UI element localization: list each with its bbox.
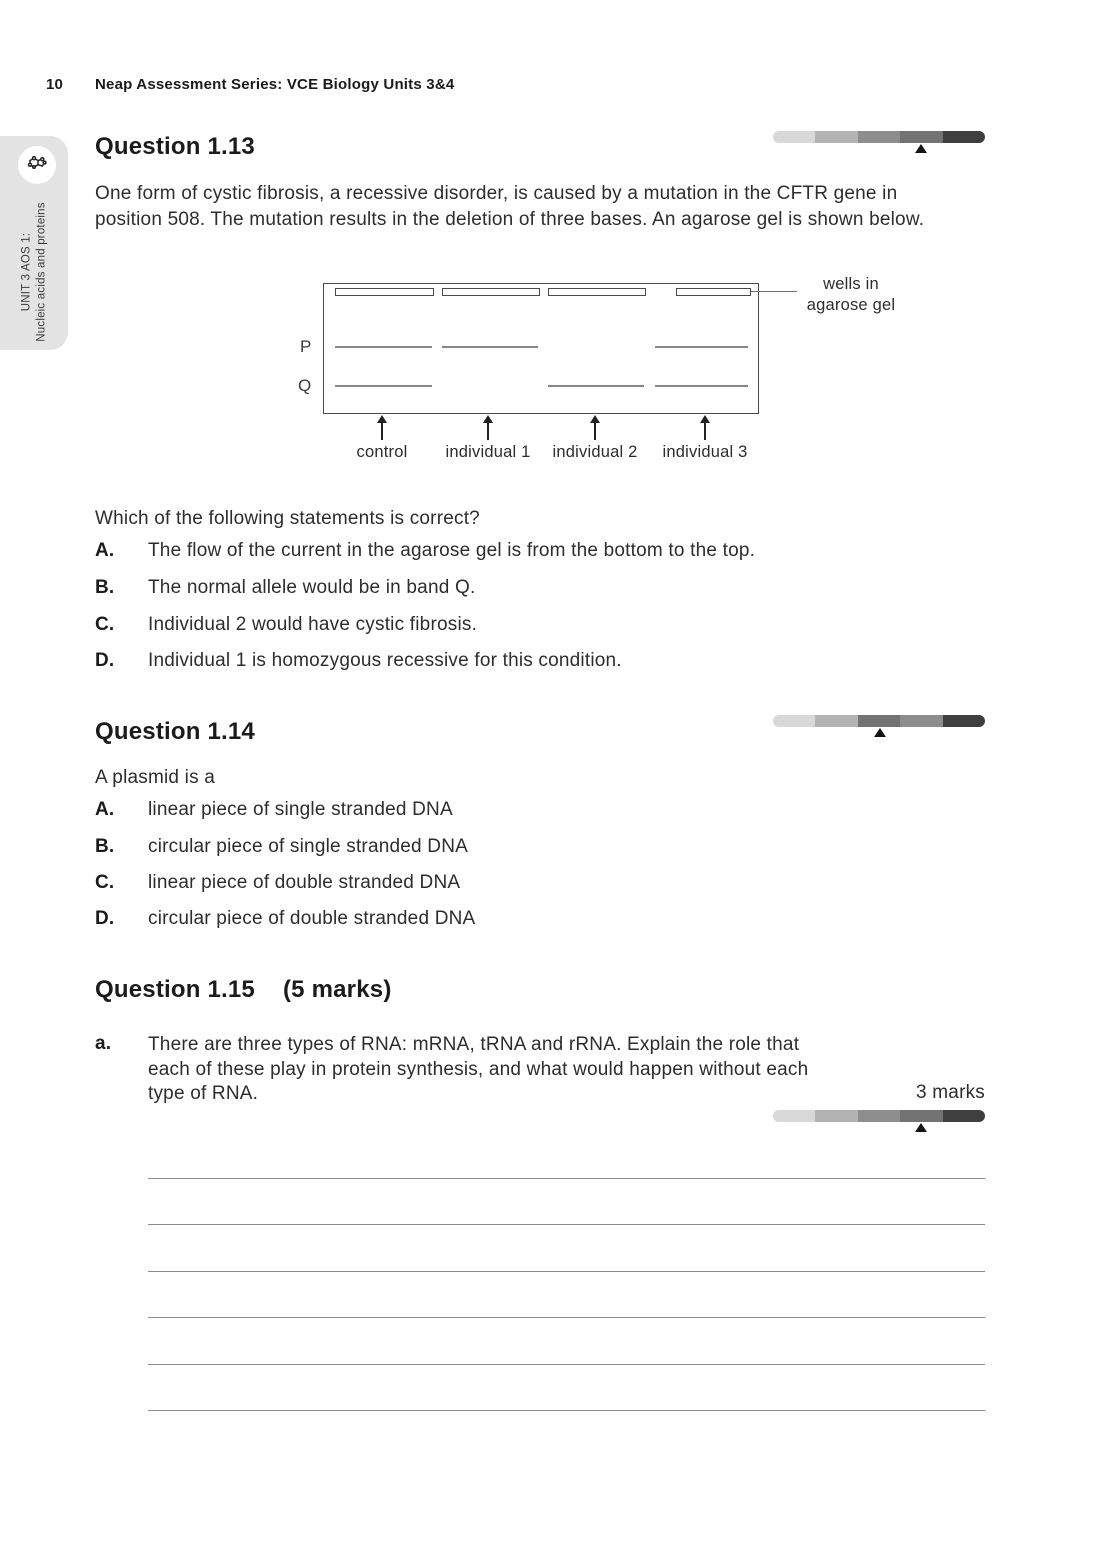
- difficulty-bar-q13: [773, 131, 985, 143]
- gel-well-individual-2: [548, 288, 646, 296]
- difficulty-segment-2: [815, 131, 857, 143]
- unit-tab-label: [20, 202, 49, 341]
- gel-well-control: [335, 288, 434, 296]
- lane-arrow-stem: [487, 423, 489, 440]
- lane-label-individual-2: individual 2: [552, 443, 638, 461]
- question-1-13-stem: Which of the following statements is correct?: [95, 508, 480, 529]
- option-d-text: circular piece of double stranded DNA: [148, 908, 476, 929]
- part-a-letter: a.: [95, 1033, 112, 1054]
- lane-arrow-stem: [594, 423, 596, 440]
- page-number: 10: [46, 76, 64, 93]
- option-d-text: Individual 1 is homozygous recessive for this condition.: [148, 650, 622, 671]
- difficulty-segment-2: [815, 715, 857, 727]
- band-q-individual-2: [548, 385, 644, 387]
- band-p-control: [335, 346, 432, 348]
- option-c-text: linear piece of double stranded DNA: [148, 872, 461, 893]
- question-1-13-intro: One form of cystic fibrosis, a recessive disorder, is caused by a mutation in the CFTR gene in position 508. The mutation results in the deletion of three bases. An agarose gel is shown below.: [95, 183, 925, 230]
- difficulty-marker-icon: [915, 144, 927, 153]
- difficulty-segment-1: [773, 131, 815, 143]
- wells-label-line1: wells in: [823, 275, 879, 293]
- difficulty-marker-icon: [874, 728, 886, 737]
- option-a-text: linear piece of single stranded DNA: [148, 799, 453, 820]
- option-a-text: The flow of the current in the agarose gel is from the bottom to the top.: [148, 540, 756, 561]
- difficulty-segment-5: [943, 131, 985, 143]
- lane-arrow-icon: [483, 415, 493, 423]
- lane-arrow-stem: [704, 423, 706, 440]
- band-p-individual-3: [655, 346, 748, 348]
- answer-line: [148, 1224, 985, 1225]
- gel-well-individual-3: [676, 288, 751, 296]
- difficulty-segment-3: [858, 131, 900, 143]
- difficulty-segment-3: [858, 1110, 900, 1122]
- difficulty-segment-5: [943, 1110, 985, 1122]
- lane-arrow-icon: [700, 415, 710, 423]
- difficulty-segment-1: [773, 1110, 815, 1122]
- answer-line: [148, 1364, 985, 1365]
- part-a-text: There are three types of RNA: mRNA, tRNA and rRNA. Explain the role that each of these play in protein synthesis, and what would happen without each type of RNA.: [148, 1034, 809, 1104]
- band-row-label-q: Q: [298, 376, 312, 395]
- band-q-control: [335, 385, 432, 387]
- option-d-letter: D.: [95, 650, 115, 671]
- option-b-letter: B.: [95, 577, 115, 598]
- difficulty-marker-icon: [915, 1123, 927, 1132]
- difficulty-segment-5: [943, 715, 985, 727]
- option-d-letter: D.: [95, 908, 115, 929]
- answer-line: [148, 1410, 985, 1411]
- unit-tab-label-line1: UNIT 3 AOS 1:: [20, 232, 33, 312]
- lane-arrow-stem: [381, 423, 383, 440]
- option-b-text: The normal allele would be in band Q.: [148, 577, 476, 598]
- answer-line: [148, 1271, 985, 1272]
- difficulty-segment-3: [858, 715, 900, 727]
- answer-line: [148, 1178, 985, 1179]
- difficulty-segment-1: [773, 715, 815, 727]
- question-1-14-stem: A plasmid is a: [95, 767, 216, 788]
- band-row-label-p: P: [300, 337, 312, 356]
- difficulty-bar-q14: [773, 715, 985, 727]
- header-title: Neap Assessment Series: VCE Biology Units 3&4: [95, 76, 455, 93]
- molecule-icon: [25, 151, 49, 180]
- option-b-letter: B.: [95, 836, 115, 857]
- difficulty-segment-4: [900, 131, 942, 143]
- part-a-marks: 3 marks: [916, 1082, 985, 1103]
- wells-label: [800, 274, 902, 316]
- lane-label-control: control: [356, 443, 408, 461]
- gel-diagram-box: [323, 283, 759, 414]
- question-1-14-title: Question 1.14: [95, 718, 255, 745]
- band-p-individual-1: [442, 346, 538, 348]
- difficulty-segment-2: [815, 1110, 857, 1122]
- wells-label-line2: agarose gel: [806, 296, 896, 314]
- lane-arrow-icon: [377, 415, 387, 423]
- option-a-letter: A.: [95, 540, 115, 561]
- unit-tab-label-line2: Nucleic acids and proteins: [35, 202, 47, 342]
- question-1-13-title: Question 1.13: [95, 133, 255, 160]
- option-b-text: circular piece of single stranded DNA: [148, 836, 468, 857]
- option-c-letter: C.: [95, 872, 115, 893]
- lane-label-individual-3: individual 3: [662, 443, 748, 461]
- lane-arrow-icon: [590, 415, 600, 423]
- difficulty-bar-q15: [773, 1110, 985, 1122]
- lane-label-individual-1: individual 1: [445, 443, 531, 461]
- option-a-letter: A.: [95, 799, 115, 820]
- question-1-15-marks: (5 marks): [282, 976, 392, 1003]
- wells-leader-line: [751, 291, 797, 292]
- option-c-letter: C.: [95, 614, 115, 635]
- option-c-text: Individual 2 would have cystic fibrosis.: [148, 614, 478, 635]
- question-1-15-number: Question 1.15: [95, 976, 255, 1003]
- gel-well-individual-1: [442, 288, 540, 296]
- answer-line: [148, 1317, 985, 1318]
- question-1-15-title: [95, 976, 392, 1004]
- difficulty-segment-4: [900, 715, 942, 727]
- band-q-individual-3: [655, 385, 748, 387]
- difficulty-segment-4: [900, 1110, 942, 1122]
- unit-tab-badge: [18, 146, 56, 184]
